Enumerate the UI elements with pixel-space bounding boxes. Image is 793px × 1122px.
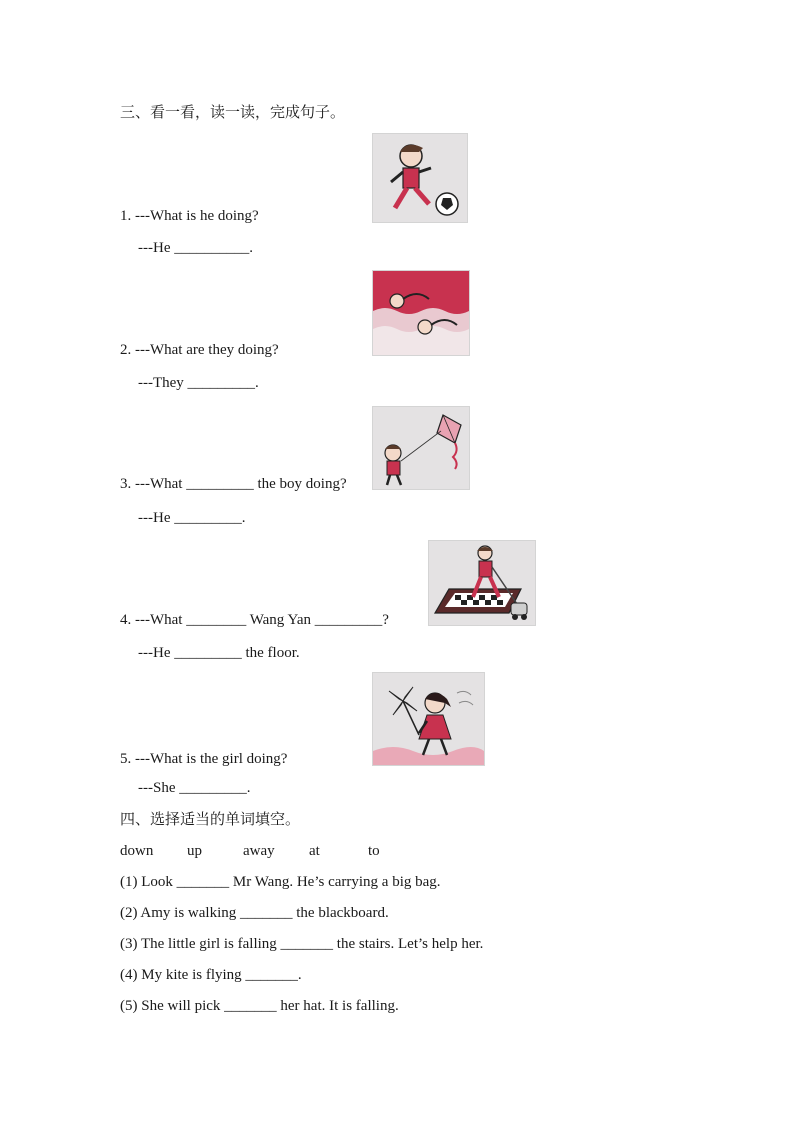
sentence-5: (5) She will pick _______ her hat. It is falling. [120,998,399,1014]
word-bank-item: at [309,843,320,859]
sentence-1: (1) Look _______ Mr Wang. He’s carrying a big bag. [120,874,441,890]
section-3-heading: 三、看一看，读一读，完成句子。 [120,103,346,121]
people-swimming-icon [372,270,470,356]
question-5: 5. ---What is the girl doing? [120,751,288,767]
answer-2: ---They _________. [138,375,259,391]
question-3: 3. ---What _________ the boy doing? [120,476,347,492]
sentence-4: (4) My kite is flying _______. [120,967,302,983]
boy-playing-football-icon [372,133,468,223]
sentence-2: (2) Amy is walking _______ the blackboard. [120,905,389,921]
word-bank-item: to [368,843,380,859]
person-sweeping-floor-icon [428,540,536,626]
sentence-3: (3) The little girl is falling _______ the stairs. Let’s help her. [120,936,484,952]
question-1: 1. ---What is he doing? [120,208,259,224]
answer-5: ---She _________. [138,780,251,796]
question-4: 4. ---What ________ Wang Yan _________? [120,612,389,628]
answer-4: ---He _________ the floor. [138,645,300,661]
word-bank-item: away [243,843,275,859]
girl-with-pinwheel-icon [372,672,485,766]
word-bank-item: down [120,843,154,859]
word-bank-item: up [187,843,202,859]
section-4-heading: 四、选择适当的单词填空。 [120,810,301,828]
answer-1: ---He __________. [138,240,253,256]
boy-flying-kite-icon [372,406,470,490]
question-2: 2. ---What are they doing? [120,342,279,358]
answer-3: ---He _________. [138,510,246,526]
